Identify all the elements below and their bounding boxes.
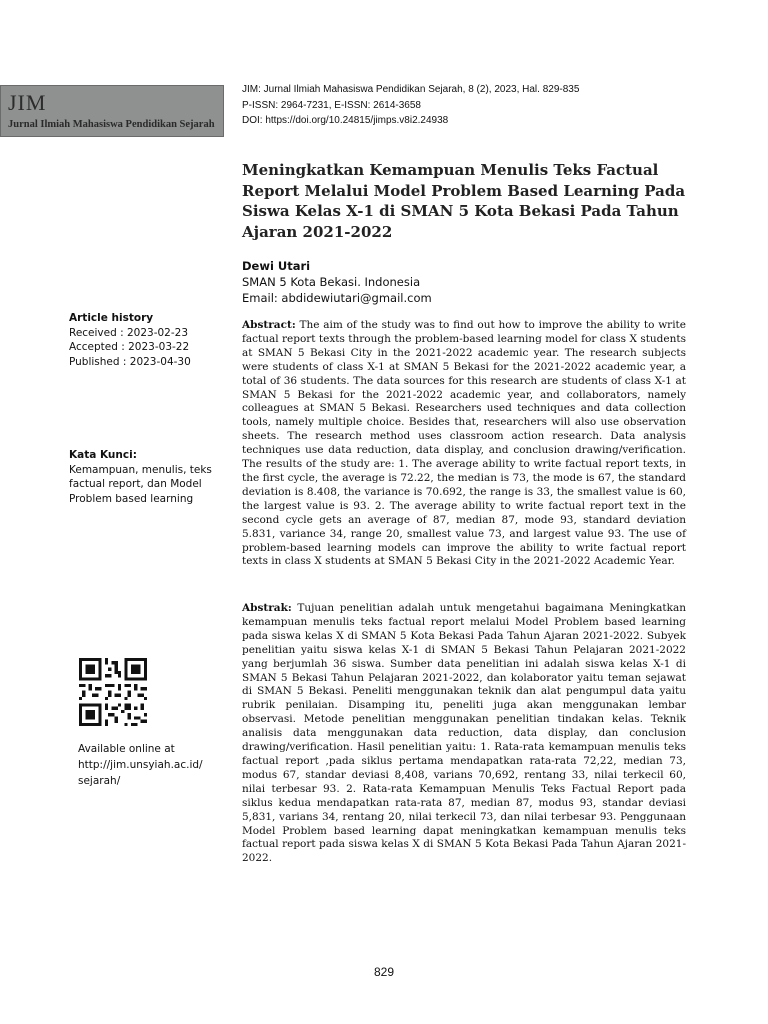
abstract-english-text: The aim of the study was to find out how to improve the ability to write factual report texts through the problem-based learning model for class X students at SMAN 5 Bekasi City in the 2021-2022 academic year. The research subjects were students of class X-1 at SMAN 5 Bekasi for the 2021-2022 academic year, a total of 36 students. The data sources for this research are students of class X-1 at SMAN 5 Bekasi for the 2021-2022 academic year, and collaborators, namely colleagues at SMAN 5 Bekasi. Researchers used techniques and data collection tools, namely multiple choice. Besides that, researchers will also use observation sheets. The research method uses classroom action research. Data analysis techniques use data reduction, data display, and conclusion drawing/verification. The results of the study are: 1. The average ability to write factual report texts, in the first cycle, the average is 72.22, the median is 73, the mode is 67, the standard deviation is 8.408, the variance is 70.692, the range is 33, the smallest value is 60, the largest value is 93. 2. The average ability to write factual report text in the second cycle gets an average of 87, median 87, mode 93, standard deviation 5.831, variance 34, range 20, smallest value 73, and largest value 93. The use of problem-based learning models can improve the ability to write factual report texts in class X students at SMAN 5 Bekasi City in the 2021-2022 Academic Year. xyxy=(242,319,686,568)
journal-header xyxy=(242,82,742,129)
doi-line[interactable]: DOI: https://doi.org/10.24815/jimps.v8i2.24938 xyxy=(242,115,449,126)
available-online-label: Available online at xyxy=(78,743,175,755)
journal-logo-acronym: JIM xyxy=(8,90,47,115)
journal-logo xyxy=(0,85,224,137)
citation-line: JIM: Jurnal Ilmiah Mahasiswa Pendidikan Sejarah, 8 (2), 2023, Hal. 829-835 xyxy=(242,84,580,95)
qr-code-icon[interactable] xyxy=(79,656,147,728)
keywords-heading: Kata Kunci: xyxy=(69,449,137,461)
article-history xyxy=(69,311,229,369)
journal-logo-name: Jurnal Ilmiah Mahasiswa Pendidikan Sejarah xyxy=(8,119,215,130)
abstract-english xyxy=(242,319,686,569)
abstract-indonesian-text: Tujuan penelitian adalah untuk mengetahui bagaimana Meningkatkan kemampuan menulis teks factual report melalui Model Problem based learning pada siswa kelas X di SMAN 5 Kota Bekasi Pada Tahun Ajaran 2021-2022. Subyek penelitian yaitu siswa kelas X-1 di SMAN 5 Bekasi Tahun Pelajaran 2021-2022 yang berjumlah 36 siswa. Sumber data penelitian ini adalah siswa kelas X-1 di SMAN 5 Bekasi Tahun Pelajaran 2021-2022, dan kolaborator yaitu teman sejawat di SMAN 5 Bekasi. Peneliti menggunakan teknik dan alat pengumpul data yaitu rubrik penilaian. Disamping itu, peneliti juga akan menggunakan lembar observasi. Metode penelitian menggunakan penelitian tindakan kelas. Teknik analisis data menggunakan data reduction, data display, dan conclusion drawing/verification. Hasil penelitian yaitu: 1. Rata-rata kemampuan menulis teks factual report ,pada siklus pertama mendapatkan rata-rata 72,22, median 73, modus 67, standar deviasi 8,408, varians 70,692, rentang 33, nilai terkecil 60, nilai terbesar 93. 2. Rata-rata Kemampuan Menulis Teks Factual Report pada siklus kedua mendapatkan rata-rata 87, median 87, modus 93, standar deviasi 5,831, varians 34, rentang 20, nilai terkecil 73, dan nilai terbesar 93. Penggunaan Model Problem based learning dapat meningkatkan kemampuan menulis teks factual report pada siswa kelas X di SMAN 5 Kota Bekasi Pada Tahun Ajaran 2021-2022. xyxy=(242,602,686,865)
abstract-indonesian-lead: Abstrak: xyxy=(242,602,292,614)
author-affiliation: SMAN 5 Kota Bekasi. Indonesia xyxy=(242,275,421,289)
published-date: Published : 2023-04-30 xyxy=(69,355,191,368)
abstract-indonesian xyxy=(242,602,686,866)
issn-line: P-ISSN: 2964-7231, E-ISSN: 2614-3658 xyxy=(242,99,421,111)
keywords-text: Kemampuan, menulis, teks factual report, dan Model Problem based learning xyxy=(69,463,212,505)
author-email[interactable]: Email: abdidewiutari@gmail.com xyxy=(242,291,432,305)
author-name: Dewi Utari xyxy=(242,259,311,273)
received-date: Received : 2023-02-23 xyxy=(69,326,189,339)
availability xyxy=(78,741,238,789)
article-title: Meningkatkan Kemampuan Menulis Teks Factual Report Melalui Model Problem Based Learning Pada Siswa Kelas X-1 di SMAN 5 Kota Bekasi Pada Tahun Ajaran 2021-2022 xyxy=(242,161,686,241)
keywords xyxy=(69,448,219,506)
abstract-english-lead: Abstract: xyxy=(242,319,296,331)
page-number: 829 xyxy=(373,965,395,979)
journal-url-line2[interactable]: sejarah/ xyxy=(78,775,121,787)
author-block xyxy=(242,258,722,306)
journal-url-line1[interactable]: http://jim.unsyiah.ac.id/ xyxy=(78,759,203,771)
article-history-heading: Article history xyxy=(69,312,154,324)
accepted-date: Accepted : 2023-03-22 xyxy=(69,341,190,353)
